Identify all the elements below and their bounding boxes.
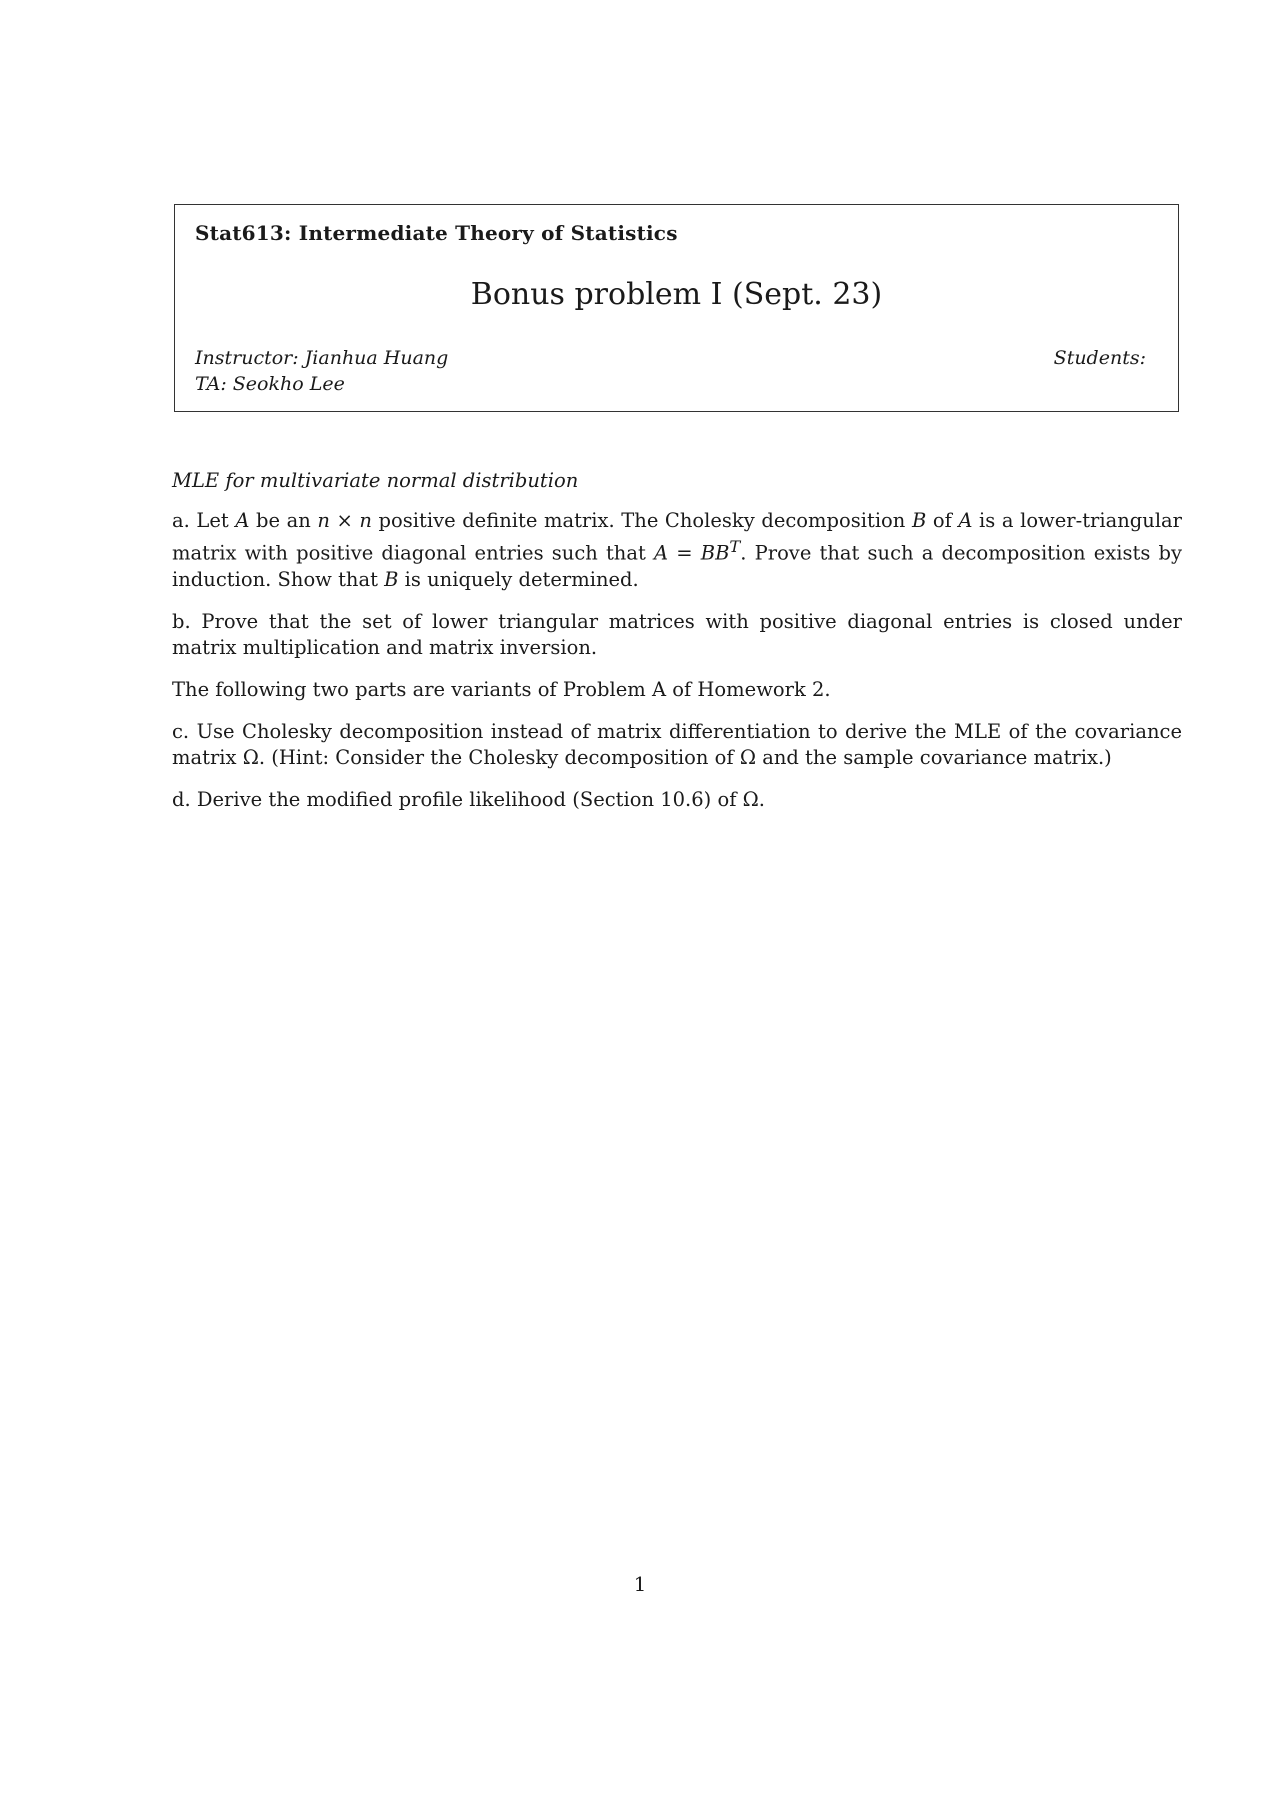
part-b: b. Prove that the set of lower triangular matrices with positive diagonal entries is closed under matrix multiplication and matrix inversion. [172,609,1182,659]
students-label: Students: [1053,347,1146,369]
document-title: Bonus problem I (Sept. 23) [470,277,883,312]
problem-content [172,468,1182,829]
variants-note: The following two parts are variants of Problem A of Homework 2. [172,677,831,701]
instructor-line: Instructor: Jianhua Huang [195,347,449,369]
header-box [174,204,1179,412]
page-number: 1 [633,1572,647,1596]
ta-line: TA: Seokho Lee [195,373,345,395]
part-d: d. Derive the modified profile likelihood (Section 10.6) of Ω. [172,787,765,811]
part-c: c. Use Cholesky decomposition instead of matrix differentiation to derive the MLE of the covariance matrix Ω. (Hint: Consider the Cholesky decomposition of Ω and the sample covariance matrix.) [172,719,1182,769]
section-title: MLE for multivariate normal distribution [172,469,579,492]
part-a: a. Let A be an n × n positive definite matrix. The Cholesky decomposition B of A is a lower-triangular matrix with positive diagonal entries such that $A = BB^T$. Prove that such a decomposition exists by induction. Show that B is uniquely determined. [172,509,1182,591]
course-title: Stat613: Intermediate Theory of Statistics [195,221,678,245]
